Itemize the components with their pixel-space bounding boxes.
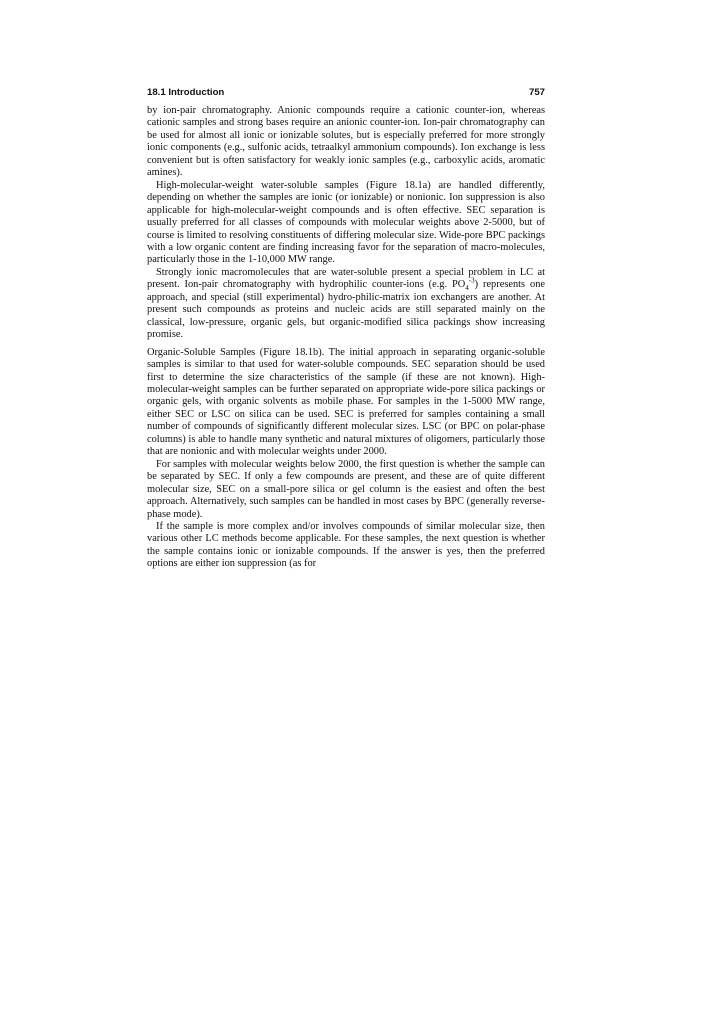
text-segment: ) represents one approach, and special (still experimental) hydro-philic-matrix ion exchangers are another. At present such compounds as proteins and nucleic acids are still separated mainly on the classical, low-pressure, organic gels, but organic-modified silica packings show increasing promise.	[147, 279, 545, 341]
section-title: 18.1 Introduction	[147, 87, 225, 98]
text-segment: Strongly ionic macromolecules that are water-soluble present a special problem in LC at present. Ion-pair chromatography with hydrophilic counter-ions (e.g. PO	[147, 266, 545, 291]
paragraph-low-mw-samples: For samples with molecular weights below 2000, the first question is whether the sample can be separated by SEC. If only a few compounds are present, and these are of quite different molecular size, SEC on a small-pore silica or gel column is the easiest and often the best approach. Alternatively, such samples can be handled in most cases by BPC (generally reverse-phase mode).	[147, 458, 545, 520]
subscript: 4	[465, 284, 469, 293]
page-number: 757	[528, 87, 545, 98]
superscript: -3	[468, 276, 475, 285]
paragraph-complex-samples: If the sample is more complex and/or involves compounds of similar molecular size, then various other LC methods become applicable. For these samples, the next question is whether the sample contains ionic or ionizable compounds. If the answer is yes, then the preferred options are either ion suppression (as for	[147, 520, 545, 570]
running-head	[147, 86, 545, 100]
paragraph-strongly-ionic-macromolecules	[147, 267, 545, 342]
paragraph-organic-soluble-samples: Organic-Soluble Samples (Figure 18.1b). The initial approach in separating organic-soluble samples is similar to that used for water-soluble compounds. SEC separation should be used first to determine the size characteristics of the sample (if these are not known). High-molecular-weight samples can be further separated on appropriate wide-pore silica packings or organic gels, with organic solvents as mobile phase. For samples in the 1-5000 MW range, either SEC or LSC on silica can be used. SEC is preferred for samples containing a small number of compounds of significantly different molecular sizes. LSC (or BPC on polar-phase columns) is able to handle many synthetic and natural mixtures of oligomers, particularly those that are nonionic and with molecular weights under 2000.	[147, 346, 545, 458]
book-page	[147, 86, 545, 571]
paragraph-high-mw-water-soluble: High-molecular-weight water-soluble samples (Figure 18.1a) are handled differently, depending on whether the samples are ionic (or ionizable) or nonionic. Ion suppression is also applicable for high-molecular-weight compounds and is often effective. SEC separation is usually preferred for all classes of compounds with molecular weights above 2-5000, but of course is limited to resolving constituents of differing molecular size. Wide-pore BPC packings with a low organic content are finding increasing favor for the separation of macro-molecules, particularly those in the 1-10,000 MW range.	[147, 179, 545, 266]
paragraph-ion-pair: by ion-pair chromatography. Anionic compounds require a cationic counter-ion, whereas cationic samples and strong bases require an anionic counter-ion. Ion-pair chromatography can be used for almost all ionic or ionizable solutes, but is especially preferred for more strongly ionic components (e.g., sulfonic acids, tetraalkyl ammonium compounds). Ion exchange is less convenient but is often satisfactory for weakly ionic samples (e.g., carboxylic acids, aromatic amines).	[147, 105, 545, 179]
